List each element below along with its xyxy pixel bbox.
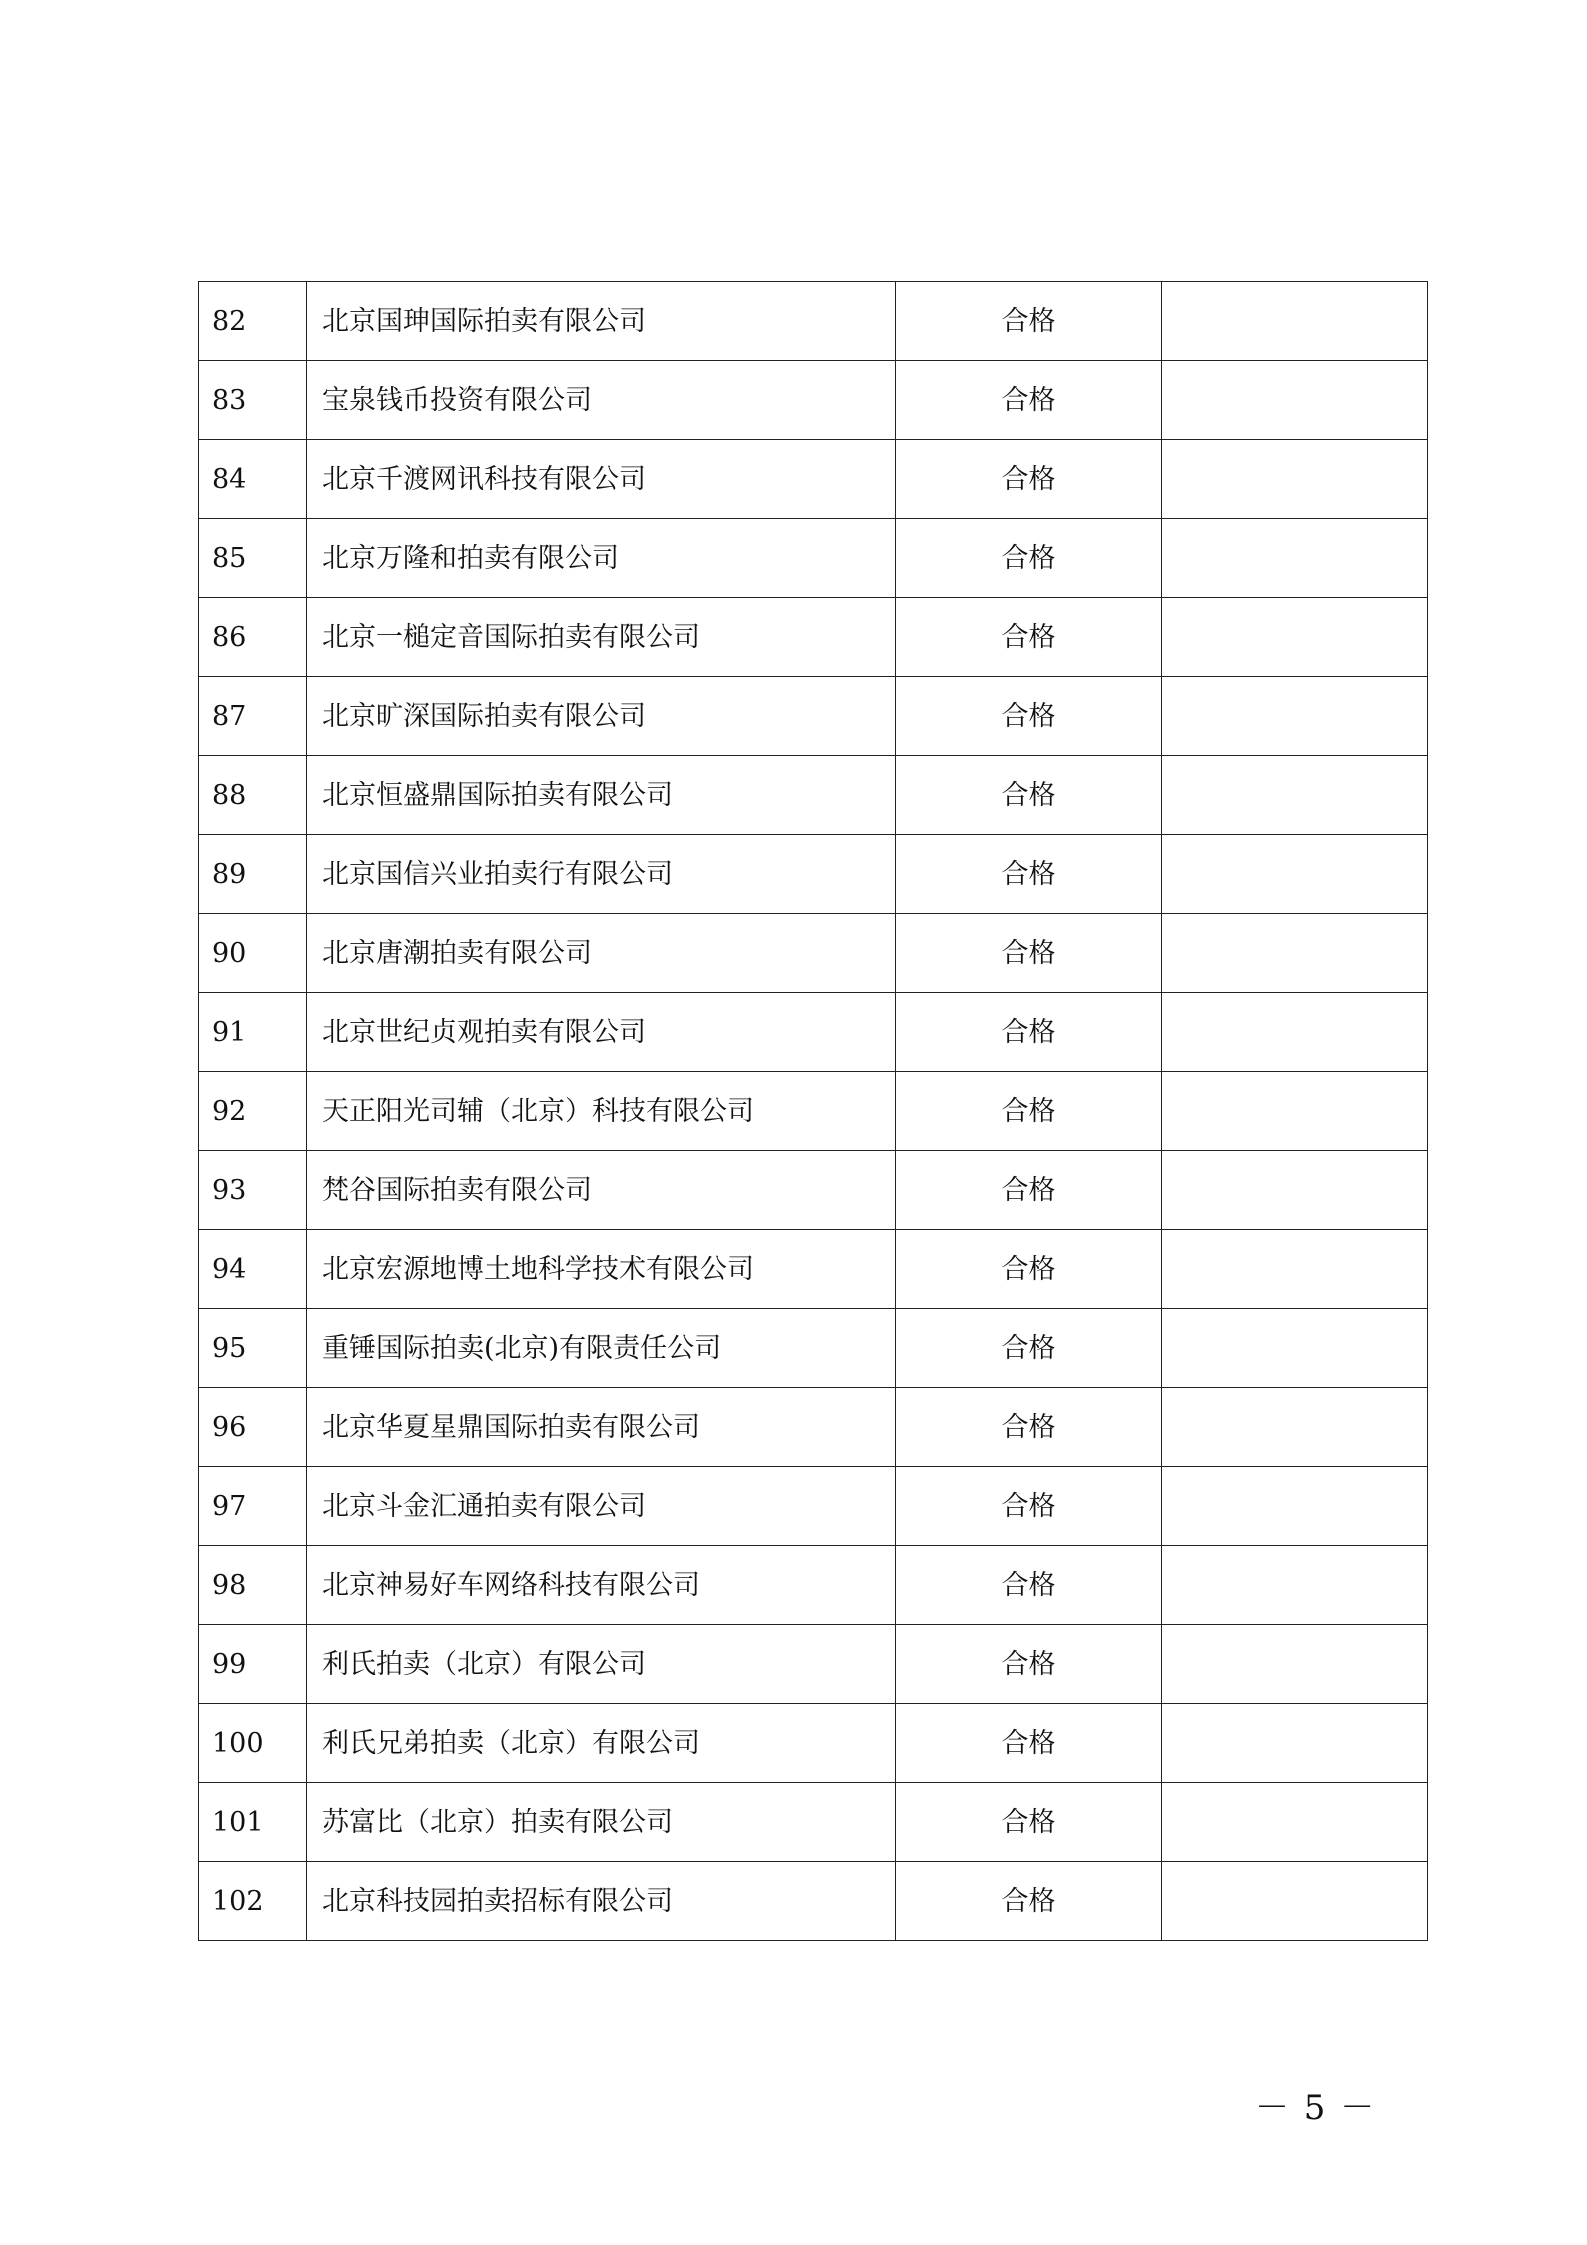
note-cell	[1162, 914, 1428, 993]
row-number-cell: 102	[199, 1862, 307, 1941]
row-number-cell: 86	[199, 598, 307, 677]
note-cell	[1162, 519, 1428, 598]
row-number-cell: 87	[199, 677, 307, 756]
row-number-cell: 99	[199, 1625, 307, 1704]
row-number-cell: 83	[199, 361, 307, 440]
result-cell: 合格	[896, 1625, 1162, 1704]
page-number: － 5 －	[1255, 2088, 1377, 2128]
company-name-cell: 北京国信兴业拍卖行有限公司	[307, 835, 896, 914]
result-cell: 合格	[896, 1704, 1162, 1783]
table-row	[199, 1704, 1428, 1783]
note-cell	[1162, 598, 1428, 677]
result-cell: 合格	[896, 677, 1162, 756]
table-row	[199, 519, 1428, 598]
table-row	[199, 1388, 1428, 1467]
table-row	[199, 1072, 1428, 1151]
note-cell	[1162, 1467, 1428, 1546]
note-cell	[1162, 756, 1428, 835]
row-number-cell: 84	[199, 440, 307, 519]
company-name-cell: 北京宏源地博土地科学技术有限公司	[307, 1230, 896, 1309]
note-cell	[1162, 1151, 1428, 1230]
company-name-cell: 北京恒盛鼎国际拍卖有限公司	[307, 756, 896, 835]
row-number-cell: 90	[199, 914, 307, 993]
company-name-cell: 梵谷国际拍卖有限公司	[307, 1151, 896, 1230]
company-name-cell: 利氏兄弟拍卖（北京）有限公司	[307, 1704, 896, 1783]
table-row	[199, 677, 1428, 756]
result-cell: 合格	[896, 1388, 1162, 1467]
note-cell	[1162, 1783, 1428, 1862]
table-row	[199, 282, 1428, 361]
result-cell: 合格	[896, 756, 1162, 835]
company-name-cell: 苏富比（北京）拍卖有限公司	[307, 1783, 896, 1862]
company-name-cell: 北京斗金汇通拍卖有限公司	[307, 1467, 896, 1546]
table-row	[199, 1309, 1428, 1388]
table-row	[199, 1230, 1428, 1309]
result-cell: 合格	[896, 1546, 1162, 1625]
result-cell: 合格	[896, 1783, 1162, 1862]
table-row	[199, 993, 1428, 1072]
result-cell: 合格	[896, 1862, 1162, 1941]
table-row	[199, 1151, 1428, 1230]
row-number-cell: 94	[199, 1230, 307, 1309]
row-number-cell: 95	[199, 1309, 307, 1388]
table-row	[199, 1862, 1428, 1941]
row-number-cell: 96	[199, 1388, 307, 1467]
result-cell: 合格	[896, 1309, 1162, 1388]
table-row	[199, 1783, 1428, 1862]
note-cell	[1162, 440, 1428, 519]
table-row	[199, 914, 1428, 993]
result-cell: 合格	[896, 993, 1162, 1072]
table-row	[199, 756, 1428, 835]
table-row	[199, 835, 1428, 914]
note-cell	[1162, 282, 1428, 361]
note-cell	[1162, 1309, 1428, 1388]
table-row	[199, 1625, 1428, 1704]
row-number-cell: 88	[199, 756, 307, 835]
company-name-cell: 北京千渡网讯科技有限公司	[307, 440, 896, 519]
note-cell	[1162, 1862, 1428, 1941]
company-name-cell: 北京国珅国际拍卖有限公司	[307, 282, 896, 361]
note-cell	[1162, 1625, 1428, 1704]
row-number-cell: 89	[199, 835, 307, 914]
company-name-cell: 北京世纪贞观拍卖有限公司	[307, 993, 896, 1072]
row-number-cell: 85	[199, 519, 307, 598]
note-cell	[1162, 1388, 1428, 1467]
result-cell: 合格	[896, 914, 1162, 993]
row-number-cell: 97	[199, 1467, 307, 1546]
note-cell	[1162, 1704, 1428, 1783]
row-number-cell: 100	[199, 1704, 307, 1783]
company-name-cell: 宝泉钱币投资有限公司	[307, 361, 896, 440]
note-cell	[1162, 677, 1428, 756]
result-cell: 合格	[896, 598, 1162, 677]
company-name-cell: 北京科技园拍卖招标有限公司	[307, 1862, 896, 1941]
company-results-table	[198, 281, 1428, 1941]
table-row	[199, 1467, 1428, 1546]
company-name-cell: 天正阳光司辅（北京）科技有限公司	[307, 1072, 896, 1151]
table-row	[199, 1546, 1428, 1625]
company-name-cell: 北京一槌定音国际拍卖有限公司	[307, 598, 896, 677]
row-number-cell: 93	[199, 1151, 307, 1230]
note-cell	[1162, 835, 1428, 914]
note-cell	[1162, 1072, 1428, 1151]
company-name-cell: 北京华夏星鼎国际拍卖有限公司	[307, 1388, 896, 1467]
company-name-cell: 重锤国际拍卖(北京)有限责任公司	[307, 1309, 896, 1388]
result-cell: 合格	[896, 440, 1162, 519]
company-name-cell: 利氏拍卖（北京）有限公司	[307, 1625, 896, 1704]
table-body	[199, 282, 1428, 1941]
result-cell: 合格	[896, 361, 1162, 440]
result-cell: 合格	[896, 1151, 1162, 1230]
result-cell: 合格	[896, 1230, 1162, 1309]
note-cell	[1162, 993, 1428, 1072]
company-name-cell: 北京唐潮拍卖有限公司	[307, 914, 896, 993]
company-name-cell: 北京旷深国际拍卖有限公司	[307, 677, 896, 756]
company-name-cell: 北京万隆和拍卖有限公司	[307, 519, 896, 598]
result-cell: 合格	[896, 1072, 1162, 1151]
row-number-cell: 82	[199, 282, 307, 361]
row-number-cell: 101	[199, 1783, 307, 1862]
row-number-cell: 91	[199, 993, 307, 1072]
note-cell	[1162, 1546, 1428, 1625]
table-row	[199, 598, 1428, 677]
row-number-cell: 92	[199, 1072, 307, 1151]
result-cell: 合格	[896, 835, 1162, 914]
note-cell	[1162, 361, 1428, 440]
note-cell	[1162, 1230, 1428, 1309]
result-cell: 合格	[896, 282, 1162, 361]
table-row	[199, 440, 1428, 519]
row-number-cell: 98	[199, 1546, 307, 1625]
result-cell: 合格	[896, 1467, 1162, 1546]
company-name-cell: 北京神易好车网络科技有限公司	[307, 1546, 896, 1625]
table-row	[199, 361, 1428, 440]
result-cell: 合格	[896, 519, 1162, 598]
